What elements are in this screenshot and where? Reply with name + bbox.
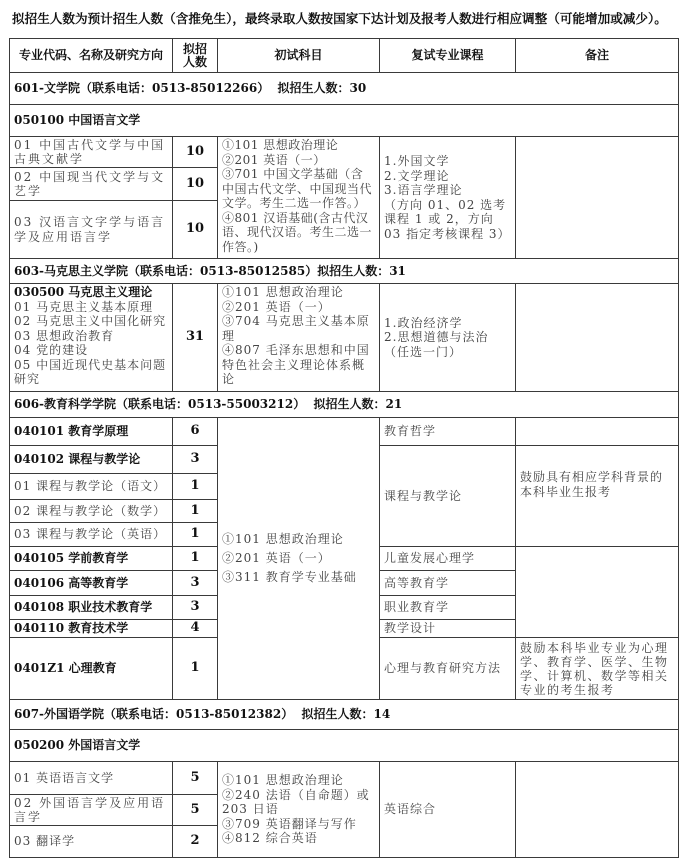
- direction-count: 5: [173, 795, 218, 826]
- exam-subjects: ①101 思想政治理论 ②240 法语（自命题）或 203 日语 ③709 英语翻译与写作 ④812 综合英语: [218, 762, 380, 858]
- direction-count: 1: [173, 500, 218, 523]
- section-601: [10, 73, 679, 105]
- remark: [516, 418, 679, 446]
- major-title: 050200 外国语言文学: [10, 730, 679, 762]
- direction-count: 5: [173, 762, 218, 795]
- table-row: [10, 418, 679, 446]
- direction-count: 6: [173, 418, 218, 446]
- direction-count: 3: [173, 571, 218, 596]
- header-count: 拟招 人数: [173, 39, 218, 73]
- remark: [516, 547, 679, 638]
- direction-count: 10: [173, 137, 218, 168]
- header-exam: 初试科目: [218, 39, 380, 73]
- major-title: 030500 马克思主义理论: [14, 285, 153, 299]
- direction-name: 01 英语语言文学: [10, 762, 173, 795]
- direction-name: 040101 教育学原理: [10, 418, 173, 446]
- remark: [516, 762, 679, 858]
- direction-count: 10: [173, 168, 218, 201]
- table-row: [10, 762, 679, 795]
- direction-name: 02 中国现当代文学与文艺学: [10, 168, 173, 201]
- direction-name: 03 课程与教学论（英语）: [10, 523, 173, 547]
- direction-count: 1: [173, 547, 218, 571]
- direction-count: 4: [173, 620, 218, 638]
- major-row: [10, 730, 679, 762]
- table-header-row: [10, 39, 679, 73]
- exam-subjects: ①101 思想政治理论 ②201 英语（一） ③311 教育学专业基础: [218, 418, 380, 700]
- direction-count: 1: [173, 523, 218, 547]
- remark: [516, 284, 679, 392]
- section-603: [10, 259, 679, 284]
- direction-name: 03 翻译学: [10, 826, 173, 858]
- retest-course: 教学设计: [380, 620, 516, 638]
- section-606: [10, 392, 679, 418]
- direction-name: 02 外国语言学及应用语言学: [10, 795, 173, 826]
- exam-subjects: ①101 思想政治理论 ②201 英语（一） ③704 马克思主义基本原理 ④807 毛泽东思想和中国特色社会主义理论体系概论: [218, 284, 380, 392]
- direction-count: 10: [173, 201, 218, 259]
- header-remark: 备注: [516, 39, 679, 73]
- major-title: 050100 中国语言文学: [10, 105, 679, 137]
- retest-courses: 英语综合: [380, 762, 516, 858]
- direction-count: 3: [173, 446, 218, 474]
- retest-courses: 1.外国文学 2.文学理论 3.语言学理论 （方向 01、02 选考课程 1 或 2，方向 03 指定考核课程 3）: [380, 137, 516, 259]
- table-row: [10, 137, 679, 168]
- direction-name: 01 中国古代文学与中国古典文献学: [10, 137, 173, 168]
- exam-subjects: ①101 思想政治理论 ②201 英语（一） ③701 中国文学基础（含中国古代文学、中国现当代文学。考生二选一作答。） ④801 汉语基础(含古代汉语、现代汉语。考生二选一作答。): [218, 137, 380, 259]
- major-row: [10, 105, 679, 137]
- direction-count: 1: [173, 474, 218, 500]
- retest-course: 职业教育学: [380, 596, 516, 620]
- table-row: [10, 284, 679, 392]
- remark: 鼓励本科毕业专业为心理学、教育学、医学、生物学、计算机、数学等相关专业的考生报考: [516, 638, 679, 700]
- direction-count: 1: [173, 638, 218, 700]
- direction-block: [10, 284, 173, 392]
- remark: [516, 137, 679, 259]
- section-607: [10, 700, 679, 730]
- direction-count: 31: [173, 284, 218, 392]
- direction-name: 040106 高等教育学: [10, 571, 173, 596]
- direction-name: 03 汉语言文字学与语言学及应用语言学: [10, 201, 173, 259]
- direction-name: 040105 学前教育学: [10, 547, 173, 571]
- retest-course: 儿童发展心理学: [380, 547, 516, 571]
- direction-name: 0401Z1 心理教育: [10, 638, 173, 700]
- enrollment-note: 拟招生人数为预计招生人数（含推免生），最终录取人数按国家下达计划及报考人数进行相应调整（可能增加或减少）。: [12, 11, 667, 26]
- retest-course: 教育哲学: [380, 418, 516, 446]
- header-major: 专业代码、名称及研究方向: [10, 39, 173, 73]
- retest-courses: 1.政治经济学 2.思想道德与法治 （任选一门）: [380, 284, 516, 392]
- direction-name: 040102 课程与教学论: [10, 446, 173, 474]
- section-title: 603-马克思主义学院（联系电话：0513-85012585）拟招生人数：31: [10, 259, 679, 284]
- direction-count: 2: [173, 826, 218, 858]
- retest-course: 心理与教育研究方法: [380, 638, 516, 700]
- direction-name: 01 课程与教学论（语文）: [10, 474, 173, 500]
- retest-course: 高等教育学: [380, 571, 516, 596]
- direction-name: 040110 教育技术学: [10, 620, 173, 638]
- section-title: 606-教育科学学院（联系电话：0513-55003212） 拟招生人数：21: [10, 392, 679, 418]
- admissions-table: [9, 38, 679, 858]
- direction-count: 3: [173, 596, 218, 620]
- section-title: 601-文学院（联系电话：0513-85012266） 拟招生人数：30: [10, 73, 679, 105]
- direction-name: 02 课程与教学论（数学）: [10, 500, 173, 523]
- remark: 鼓励具有相应学科背景的本科毕业生报考: [516, 446, 679, 547]
- header-retest: 复试专业课程: [380, 39, 516, 73]
- section-title: 607-外国语学院（联系电话：0513-85012382） 拟招生人数：14: [10, 700, 679, 730]
- direction-list: 01 马克思主义基本原理 02 马克思主义中国化研究 03 思想政治教育 04 党的建设 05 中国近现代史基本问题研究: [14, 299, 167, 386]
- direction-name: 040108 职业技术教育学: [10, 596, 173, 620]
- retest-course: 课程与教学论: [380, 446, 516, 547]
